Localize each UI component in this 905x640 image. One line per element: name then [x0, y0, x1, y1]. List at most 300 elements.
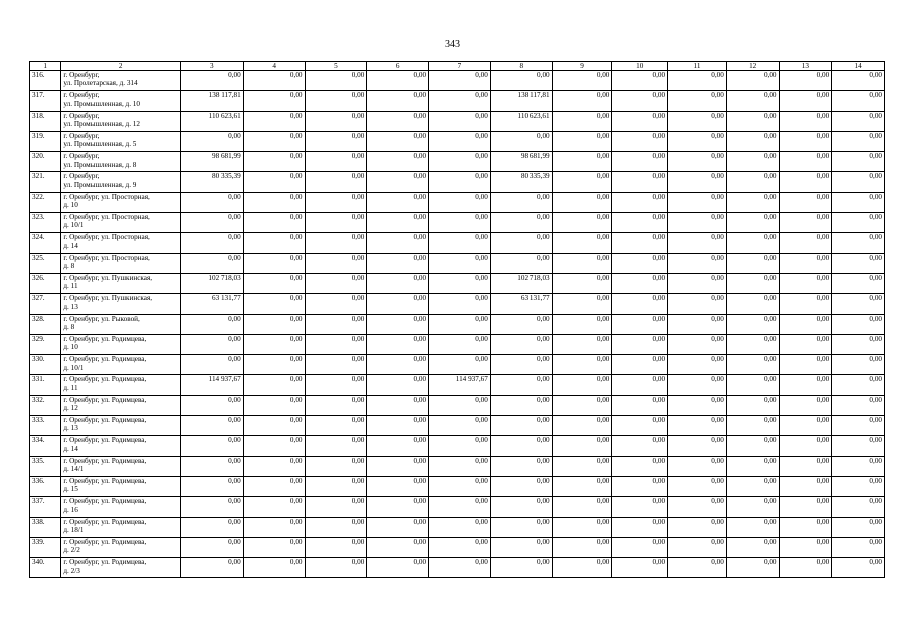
value-cell-col-10: 0,00 — [612, 294, 668, 314]
column-number-row — [30, 62, 885, 71]
value-cell-col-7: 0,00 — [429, 558, 491, 578]
address-line-1: г. Оренбург, ул. Родимцева, — [63, 476, 147, 485]
value-cell-col-13: 0,00 — [779, 233, 832, 253]
value-cell-col-6: 0,00 — [367, 253, 429, 273]
value-cell-col-6: 0,00 — [367, 131, 429, 151]
value-cell-col-7: 0,00 — [429, 497, 491, 517]
address-cell — [61, 273, 181, 293]
value-cell-col-3: 0,00 — [180, 558, 243, 578]
table-row — [30, 456, 885, 476]
table-row — [30, 294, 885, 314]
value-cell-col-14: 0,00 — [832, 436, 885, 456]
row-number: 337. — [30, 497, 61, 517]
address-cell — [61, 213, 181, 233]
value-cell-col-14: 0,00 — [832, 233, 885, 253]
value-cell-col-5: 0,00 — [305, 253, 367, 273]
value-cell-col-6: 0,00 — [367, 152, 429, 172]
row-number: 323. — [30, 213, 61, 233]
column-header-11: 11 — [668, 62, 727, 71]
value-cell-col-5: 0,00 — [305, 334, 367, 354]
value-cell-col-7: 0,00 — [429, 253, 491, 273]
value-cell-col-13: 0,00 — [779, 497, 832, 517]
value-cell-col-4: 0,00 — [243, 558, 305, 578]
column-header-12: 12 — [726, 62, 779, 71]
column-header-6: 6 — [367, 62, 429, 71]
table-row — [30, 213, 885, 233]
value-cell-col-4: 0,00 — [243, 416, 305, 436]
address-line-1: г. Оренбург, — [63, 131, 100, 140]
value-cell-col-10: 0,00 — [612, 355, 668, 375]
value-cell-col-4: 0,00 — [243, 456, 305, 476]
value-cell-col-14: 0,00 — [832, 517, 885, 537]
table-row — [30, 131, 885, 151]
value-cell-col-12: 0,00 — [726, 273, 779, 293]
value-cell-col-6: 0,00 — [367, 91, 429, 111]
value-cell-col-6: 0,00 — [367, 314, 429, 334]
value-cell-col-8: 98 681,99 — [490, 152, 552, 172]
value-cell-col-3: 0,00 — [180, 436, 243, 456]
address-line-2: ул. Промышленная, д. 10 — [63, 99, 140, 108]
address-line-1: г. Оренбург, ул. Родимцева, — [63, 517, 147, 526]
value-cell-col-8: 80 335,39 — [490, 172, 552, 192]
value-cell-col-3: 110 623,61 — [180, 111, 243, 131]
value-cell-col-11: 0,00 — [668, 334, 727, 354]
value-cell-col-13: 0,00 — [779, 152, 832, 172]
table-row — [30, 537, 885, 557]
value-cell-col-8: 0,00 — [490, 213, 552, 233]
value-cell-col-4: 0,00 — [243, 152, 305, 172]
address-line-1: г. Оренбург, ул. Рыковой, — [63, 314, 140, 323]
value-cell-col-6: 0,00 — [367, 71, 429, 91]
value-cell-col-9: 0,00 — [552, 497, 612, 517]
value-cell-col-10: 0,00 — [612, 152, 668, 172]
value-cell-col-4: 0,00 — [243, 71, 305, 91]
value-cell-col-14: 0,00 — [832, 152, 885, 172]
value-cell-col-10: 0,00 — [612, 314, 668, 334]
table-row — [30, 152, 885, 172]
value-cell-col-10: 0,00 — [612, 476, 668, 496]
value-cell-col-11: 0,00 — [668, 152, 727, 172]
value-cell-col-5: 0,00 — [305, 152, 367, 172]
value-cell-col-6: 0,00 — [367, 537, 429, 557]
value-cell-col-7: 0,00 — [429, 334, 491, 354]
value-cell-col-4: 0,00 — [243, 355, 305, 375]
address-line-2: д. 11 — [63, 282, 78, 291]
value-cell-col-11: 0,00 — [668, 71, 727, 91]
value-cell-col-3: 0,00 — [180, 131, 243, 151]
value-cell-col-11: 0,00 — [668, 253, 727, 273]
value-cell-col-12: 0,00 — [726, 294, 779, 314]
value-cell-col-4: 0,00 — [243, 334, 305, 354]
value-cell-col-14: 0,00 — [832, 111, 885, 131]
row-number: 330. — [30, 355, 61, 375]
value-cell-col-8: 0,00 — [490, 131, 552, 151]
address-line-1: г. Оренбург, ул. Родимцева, — [63, 558, 147, 567]
value-cell-col-13: 0,00 — [779, 192, 832, 212]
value-cell-col-8: 0,00 — [490, 314, 552, 334]
address-line-2: д. 2/2 — [63, 546, 80, 555]
value-cell-col-8: 110 623,61 — [490, 111, 552, 131]
address-line-2: ул. Промышленная, д. 5 — [63, 140, 137, 149]
value-cell-col-3: 0,00 — [180, 416, 243, 436]
value-cell-col-4: 0,00 — [243, 253, 305, 273]
value-cell-col-8: 0,00 — [490, 375, 552, 395]
value-cell-col-5: 0,00 — [305, 517, 367, 537]
value-cell-col-11: 0,00 — [668, 436, 727, 456]
value-cell-col-9: 0,00 — [552, 253, 612, 273]
value-cell-col-13: 0,00 — [779, 314, 832, 334]
address-line-2: д. 11 — [63, 383, 78, 392]
value-cell-col-8: 0,00 — [490, 253, 552, 273]
value-cell-col-6: 0,00 — [367, 172, 429, 192]
value-cell-col-3: 0,00 — [180, 253, 243, 273]
table-row — [30, 375, 885, 395]
value-cell-col-12: 0,00 — [726, 91, 779, 111]
address-line-2: д. 15 — [63, 485, 78, 494]
address-cell — [61, 152, 181, 172]
address-line-2: ул. Промышленная, д. 9 — [63, 180, 137, 189]
value-cell-col-3: 80 335,39 — [180, 172, 243, 192]
table-row — [30, 253, 885, 273]
value-cell-col-3: 0,00 — [180, 192, 243, 212]
address-line-2: д. 12 — [63, 404, 78, 413]
value-cell-col-8: 63 131,77 — [490, 294, 552, 314]
value-cell-col-6: 0,00 — [367, 192, 429, 212]
value-cell-col-10: 0,00 — [612, 395, 668, 415]
row-number: 321. — [30, 172, 61, 192]
row-number: 333. — [30, 416, 61, 436]
value-cell-col-7: 0,00 — [429, 213, 491, 233]
value-cell-col-3: 0,00 — [180, 314, 243, 334]
value-cell-col-6: 0,00 — [367, 497, 429, 517]
value-cell-col-8: 0,00 — [490, 476, 552, 496]
address-line-2: д. 16 — [63, 505, 78, 514]
value-cell-col-14: 0,00 — [832, 213, 885, 233]
value-cell-col-3: 0,00 — [180, 537, 243, 557]
value-cell-col-13: 0,00 — [779, 375, 832, 395]
value-cell-col-8: 0,00 — [490, 436, 552, 456]
value-cell-col-14: 0,00 — [832, 71, 885, 91]
value-cell-col-14: 0,00 — [832, 314, 885, 334]
value-cell-col-11: 0,00 — [668, 456, 727, 476]
value-cell-col-6: 0,00 — [367, 476, 429, 496]
value-cell-col-8: 102 718,03 — [490, 273, 552, 293]
value-cell-col-4: 0,00 — [243, 91, 305, 111]
value-cell-col-4: 0,00 — [243, 233, 305, 253]
value-cell-col-14: 0,00 — [832, 497, 885, 517]
value-cell-col-14: 0,00 — [832, 558, 885, 578]
value-cell-col-5: 0,00 — [305, 213, 367, 233]
value-cell-col-8: 0,00 — [490, 517, 552, 537]
value-cell-col-10: 0,00 — [612, 416, 668, 436]
row-number: 324. — [30, 233, 61, 253]
row-number: 326. — [30, 273, 61, 293]
value-cell-col-5: 0,00 — [305, 233, 367, 253]
value-cell-col-13: 0,00 — [779, 537, 832, 557]
row-number: 332. — [30, 395, 61, 415]
address-line-2: д. 8 — [63, 322, 75, 331]
value-cell-col-14: 0,00 — [832, 476, 885, 496]
value-cell-col-13: 0,00 — [779, 558, 832, 578]
row-number: 331. — [30, 375, 61, 395]
value-cell-col-13: 0,00 — [779, 355, 832, 375]
value-cell-col-11: 0,00 — [668, 111, 727, 131]
table-body — [30, 71, 885, 578]
row-number: 325. — [30, 253, 61, 273]
value-cell-col-5: 0,00 — [305, 476, 367, 496]
address-line-2: д. 14 — [63, 241, 78, 250]
value-cell-col-9: 0,00 — [552, 152, 612, 172]
value-cell-col-12: 0,00 — [726, 456, 779, 476]
table-row — [30, 395, 885, 415]
value-cell-col-5: 0,00 — [305, 355, 367, 375]
value-cell-col-5: 0,00 — [305, 91, 367, 111]
value-cell-col-11: 0,00 — [668, 294, 727, 314]
column-header-13: 13 — [779, 62, 832, 71]
table-row — [30, 71, 885, 91]
value-cell-col-10: 0,00 — [612, 436, 668, 456]
address-line-1: г. Оренбург, ул. Просторная, — [63, 192, 150, 201]
value-cell-col-10: 0,00 — [612, 273, 668, 293]
address-line-2: д. 14/1 — [63, 465, 84, 474]
value-cell-col-5: 0,00 — [305, 172, 367, 192]
value-cell-col-7: 0,00 — [429, 416, 491, 436]
value-cell-col-6: 0,00 — [367, 213, 429, 233]
value-cell-col-10: 0,00 — [612, 233, 668, 253]
value-cell-col-14: 0,00 — [832, 456, 885, 476]
address-cell — [61, 91, 181, 111]
address-cell — [61, 294, 181, 314]
address-line-1: г. Оренбург, ул. Родимцева, — [63, 416, 147, 425]
address-cell — [61, 172, 181, 192]
value-cell-col-8: 0,00 — [490, 497, 552, 517]
row-number: 319. — [30, 131, 61, 151]
address-cell — [61, 131, 181, 151]
column-header-5: 5 — [305, 62, 367, 71]
value-cell-col-9: 0,00 — [552, 436, 612, 456]
value-cell-col-11: 0,00 — [668, 517, 727, 537]
value-cell-col-6: 0,00 — [367, 456, 429, 476]
address-line-1: г. Оренбург, ул. Родимцева, — [63, 334, 147, 343]
address-line-1: г. Оренбург, — [63, 152, 100, 161]
value-cell-col-6: 0,00 — [367, 517, 429, 537]
value-cell-col-9: 0,00 — [552, 395, 612, 415]
address-line-1: г. Оренбург, ул. Родимцева, — [63, 537, 147, 546]
row-number: 340. — [30, 558, 61, 578]
value-cell-col-10: 0,00 — [612, 213, 668, 233]
value-cell-col-13: 0,00 — [779, 273, 832, 293]
table-row — [30, 497, 885, 517]
table-row — [30, 558, 885, 578]
value-cell-col-12: 0,00 — [726, 314, 779, 334]
value-cell-col-14: 0,00 — [832, 273, 885, 293]
value-cell-col-10: 0,00 — [612, 131, 668, 151]
value-cell-col-9: 0,00 — [552, 213, 612, 233]
value-cell-col-9: 0,00 — [552, 537, 612, 557]
value-cell-col-7: 0,00 — [429, 172, 491, 192]
address-cell — [61, 375, 181, 395]
address-line-2: ул. Пролетарская, д. 314 — [63, 79, 138, 88]
value-cell-col-5: 0,00 — [305, 314, 367, 334]
column-header-2: 2 — [61, 62, 181, 71]
value-cell-col-4: 0,00 — [243, 497, 305, 517]
value-cell-col-7: 0,00 — [429, 436, 491, 456]
value-cell-col-11: 0,00 — [668, 213, 727, 233]
table-row — [30, 233, 885, 253]
value-cell-col-7: 0,00 — [429, 395, 491, 415]
address-line-2: д. 18/1 — [63, 525, 84, 534]
address-line-1: г. Оренбург, ул. Родимцева, — [63, 436, 147, 445]
value-cell-col-3: 0,00 — [180, 334, 243, 354]
value-cell-col-14: 0,00 — [832, 395, 885, 415]
column-header-3: 3 — [180, 62, 243, 71]
value-cell-col-12: 0,00 — [726, 213, 779, 233]
value-cell-col-3: 0,00 — [180, 456, 243, 476]
value-cell-col-13: 0,00 — [779, 111, 832, 131]
address-cell — [61, 355, 181, 375]
value-cell-col-8: 0,00 — [490, 416, 552, 436]
value-cell-col-7: 0,00 — [429, 537, 491, 557]
value-cell-col-5: 0,00 — [305, 111, 367, 131]
value-cell-col-10: 0,00 — [612, 111, 668, 131]
address-cell — [61, 395, 181, 415]
value-cell-col-4: 0,00 — [243, 172, 305, 192]
table-row — [30, 273, 885, 293]
value-cell-col-12: 0,00 — [726, 517, 779, 537]
value-cell-col-3: 114 937,67 — [180, 375, 243, 395]
address-cell — [61, 334, 181, 354]
address-cell — [61, 111, 181, 131]
value-cell-col-3: 138 117,81 — [180, 91, 243, 111]
row-number: 336. — [30, 476, 61, 496]
value-cell-col-3: 102 718,03 — [180, 273, 243, 293]
value-cell-col-5: 0,00 — [305, 456, 367, 476]
table-row — [30, 111, 885, 131]
value-cell-col-10: 0,00 — [612, 375, 668, 395]
address-line-1: г. Оренбург, ул. Родимцева, — [63, 497, 147, 506]
value-cell-col-4: 0,00 — [243, 375, 305, 395]
value-cell-col-4: 0,00 — [243, 213, 305, 233]
value-cell-col-6: 0,00 — [367, 233, 429, 253]
address-cell — [61, 416, 181, 436]
value-cell-col-8: 0,00 — [490, 192, 552, 212]
value-cell-col-3: 0,00 — [180, 213, 243, 233]
table-row — [30, 517, 885, 537]
value-cell-col-5: 0,00 — [305, 375, 367, 395]
value-cell-col-9: 0,00 — [552, 476, 612, 496]
column-header-1: 1 — [30, 62, 61, 71]
value-cell-col-10: 0,00 — [612, 558, 668, 578]
value-cell-col-6: 0,00 — [367, 558, 429, 578]
address-cell — [61, 497, 181, 517]
value-cell-col-11: 0,00 — [668, 416, 727, 436]
value-cell-col-12: 0,00 — [726, 172, 779, 192]
value-cell-col-9: 0,00 — [552, 294, 612, 314]
address-cell — [61, 233, 181, 253]
value-cell-col-6: 0,00 — [367, 375, 429, 395]
value-cell-col-4: 0,00 — [243, 111, 305, 131]
value-cell-col-8: 0,00 — [490, 233, 552, 253]
value-cell-col-7: 0,00 — [429, 273, 491, 293]
value-cell-col-7: 0,00 — [429, 71, 491, 91]
value-cell-col-4: 0,00 — [243, 273, 305, 293]
row-number: 322. — [30, 192, 61, 212]
value-cell-col-4: 0,00 — [243, 517, 305, 537]
value-cell-col-12: 0,00 — [726, 152, 779, 172]
address-cell — [61, 537, 181, 557]
value-cell-col-8: 0,00 — [490, 71, 552, 91]
value-cell-col-13: 0,00 — [779, 294, 832, 314]
value-cell-col-11: 0,00 — [668, 91, 727, 111]
value-cell-col-5: 0,00 — [305, 294, 367, 314]
value-cell-col-5: 0,00 — [305, 395, 367, 415]
value-cell-col-11: 0,00 — [668, 172, 727, 192]
address-line-2: ул. Промышленная, д. 12 — [63, 120, 140, 128]
value-cell-col-7: 0,00 — [429, 111, 491, 131]
value-cell-col-11: 0,00 — [668, 375, 727, 395]
value-cell-col-10: 0,00 — [612, 334, 668, 354]
table-row — [30, 172, 885, 192]
value-cell-col-7: 0,00 — [429, 314, 491, 334]
value-cell-col-11: 0,00 — [668, 273, 727, 293]
value-cell-col-12: 0,00 — [726, 558, 779, 578]
address-line-1: г. Оренбург, — [63, 111, 100, 120]
value-cell-col-3: 98 681,99 — [180, 152, 243, 172]
address-line-1: г. Оренбург, ул. Родимцева, — [63, 375, 147, 384]
value-cell-col-14: 0,00 — [832, 172, 885, 192]
value-cell-col-7: 114 937,67 — [429, 375, 491, 395]
value-cell-col-9: 0,00 — [552, 517, 612, 537]
value-cell-col-13: 0,00 — [779, 395, 832, 415]
row-number: 335. — [30, 456, 61, 476]
row-number: 338. — [30, 517, 61, 537]
value-cell-col-13: 0,00 — [779, 172, 832, 192]
value-cell-col-9: 0,00 — [552, 71, 612, 91]
value-cell-col-7: 0,00 — [429, 233, 491, 253]
value-cell-col-12: 0,00 — [726, 416, 779, 436]
value-cell-col-12: 0,00 — [726, 233, 779, 253]
value-cell-col-7: 0,00 — [429, 355, 491, 375]
value-cell-col-6: 0,00 — [367, 355, 429, 375]
value-cell-col-7: 0,00 — [429, 152, 491, 172]
address-cell — [61, 558, 181, 578]
value-cell-col-9: 0,00 — [552, 314, 612, 334]
value-cell-col-14: 0,00 — [832, 192, 885, 212]
value-cell-col-12: 0,00 — [726, 375, 779, 395]
value-cell-col-11: 0,00 — [668, 233, 727, 253]
address-line-1: г. Оренбург, ул. Пушкинская, — [63, 273, 153, 282]
address-cell — [61, 192, 181, 212]
table-row — [30, 314, 885, 334]
address-cell — [61, 253, 181, 273]
value-cell-col-14: 0,00 — [832, 334, 885, 354]
value-cell-col-12: 0,00 — [726, 537, 779, 557]
address-line-1: г. Оренбург, — [63, 71, 100, 79]
value-cell-col-3: 0,00 — [180, 476, 243, 496]
value-cell-col-13: 0,00 — [779, 456, 832, 476]
value-cell-col-5: 0,00 — [305, 416, 367, 436]
value-cell-col-12: 0,00 — [726, 253, 779, 273]
value-cell-col-9: 0,00 — [552, 131, 612, 151]
address-line-2: д. 8 — [63, 262, 75, 271]
value-cell-col-11: 0,00 — [668, 476, 727, 496]
row-number: 328. — [30, 314, 61, 334]
value-cell-col-14: 0,00 — [832, 355, 885, 375]
table-row — [30, 192, 885, 212]
address-cell — [61, 436, 181, 456]
value-cell-col-3: 0,00 — [180, 497, 243, 517]
value-cell-col-8: 0,00 — [490, 537, 552, 557]
